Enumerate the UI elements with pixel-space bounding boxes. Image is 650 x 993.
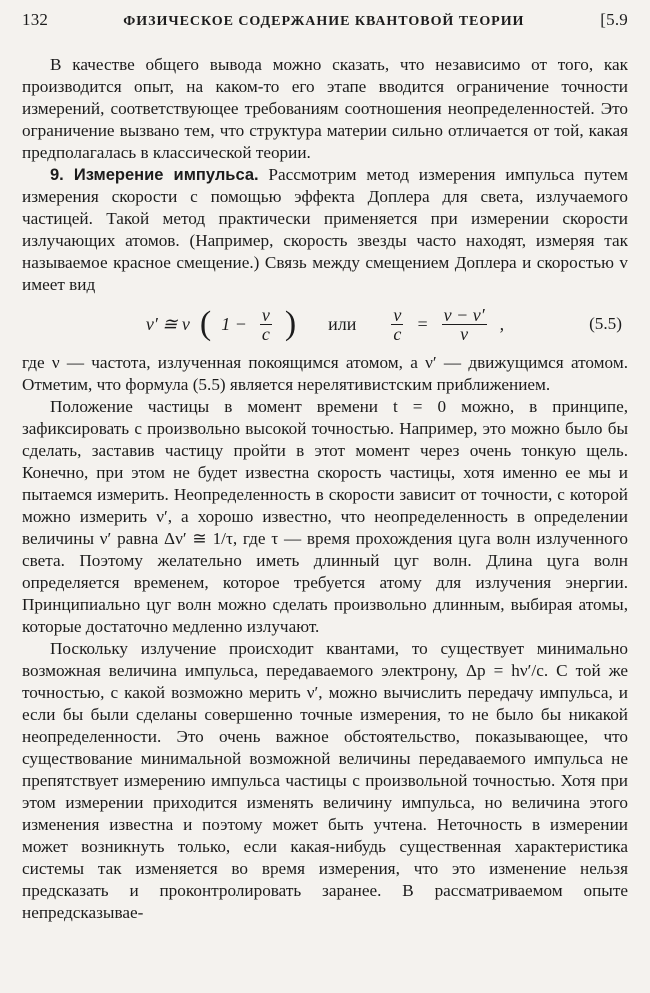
fraction-frequency-shift [442,306,487,343]
equation-number: (5.5) [589,314,622,333]
paragraph-quanta: Поскольку излучение происходит квантами, то существует минимально возможная величина импульса, передаваемого электрону, Δp = hν′/c. С той же точностью, с какой возможно мерить ν′, можно вычислить передачу импульса, и если бы были сделаны совершенно точные измерения, то не было бы никакой неопределенности. Это очень важное обстоятельство, показывающее, что существование минимальной возможной величины передаваемого импульса не препятствует измерению импульса частицы с произвольной точностью. Хотя при этом измерении приходится изменять величину импульса, но величина этого изменения известна и поэтому может быть учтена. Неточность в измерении может возникнуть только, если какая-нибудь существенная характеристика системы так изменяется во время измерения, что это изменение нельзя предсказать и проконтролировать заранее. В рассматриваемом опыте непредсказывае- [22,639,628,922]
paragraph-position: Положение частицы в момент времени t = 0 можно, в принципе, зафиксировать с произвольно высокой точностью. Например, это можно было бы сделать, заставив частицу пройти в этот момент через очень тонкую щель. Конечно, при этом не будет известна скорость частицы, хотя именно ее мы и пытаемся измерить. Неопределенность в скорости зависит от точности, с которой можно измерить ν′, а хорошо известно, что неопределенность в определении величины ν′ равна Δν′ ≅ 1/τ, где τ — время прохождения цуга волн излученного света. Поэтому желательно иметь длинный цуг волн. Длина цуга волн определяется временем, которое требуется атому для излучения энергии. Принципиально цуг волн можно сделать произвольно длинным, выбирая атомы, которые достаточно медленно излучают. [22,397,628,636]
equation-equals: = [416,314,429,334]
equation-lhs: ν′ ≅ ν [145,314,190,334]
section-reference: [5.9 [600,10,628,29]
paragraph-conclusion: В качестве общего вывода можно сказать, что независимо от того, как производится опыт, на каком-то его этапе вводится ограничение точности измерений, соответствующее требованиям соотношения неопределенностей. Это ограничение вызвано тем, что структура материи сильно отличается от той, какая предполагалась в классической теории. [22,55,628,162]
paragraph-momentum-text: Рассмотрим метод измерения импульса путем измерения скорости с помощью эффекта Доплера для света, излучаемого частицей. Такой метод практически применяется при измерении скорости излучающих атомов. (Например, скорость звезды часто находят, измеряя так называемое красное смещение.) Связь между смещением Доплера и скоростью v имеет вид [22,165,628,294]
body-text [22,54,628,924]
equation-body [146,306,504,343]
equation-or-word: или [328,314,357,334]
paragraph-frequency-definition: где ν — частота, излученная покоящимся атомом, а ν′ — движущимся атомом. Отметим, что формула (5.5) является нерелятивистским приближением. [22,353,628,394]
equation-comma: , [499,314,505,334]
paragraph-momentum-intro [22,164,628,296]
fraction-denominator: c [393,323,402,344]
close-paren: ) [284,305,297,342]
running-title: ФИЗИЧЕСКОЕ СОДЕРЖАНИЕ КВАНТОВОЙ ТЕОРИИ [123,13,525,28]
page-number: 132 [22,10,49,29]
fraction-denominator: ν [460,323,469,344]
fraction-v-over-c [260,306,272,343]
section-heading: 9. Измерение импульса. [50,166,259,184]
open-paren: ( [199,305,212,342]
fraction-denominator: c [261,323,270,344]
fraction-numerator: v [393,304,402,325]
fraction-numerator: v [261,304,270,325]
fraction-v-over-c-2 [391,306,403,343]
running-head [22,10,628,40]
equation-one-minus: 1 − [221,314,247,334]
doppler-equation [22,298,628,350]
fraction-numerator: ν − ν′ [443,304,485,325]
